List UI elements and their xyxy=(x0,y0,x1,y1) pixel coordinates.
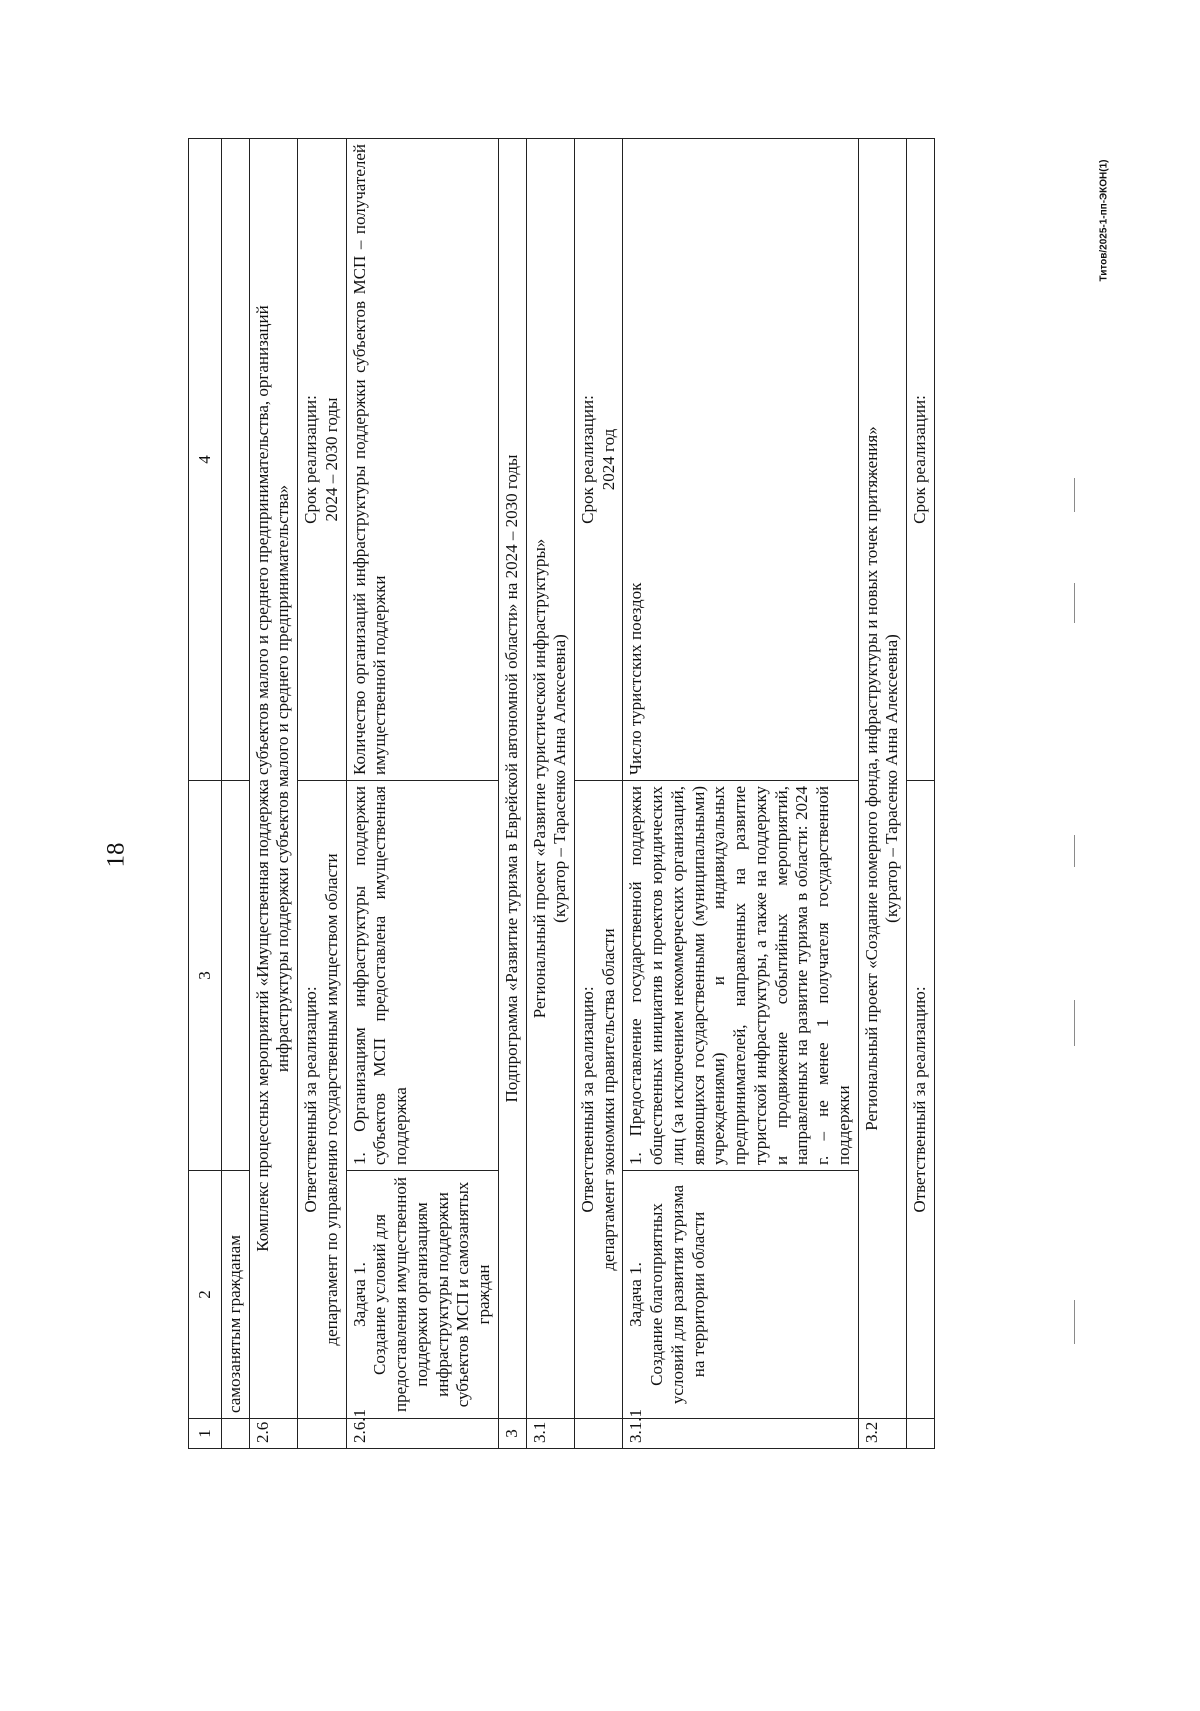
table-container xyxy=(188,139,1068,1449)
term-label: Срок реализации: xyxy=(578,395,598,524)
term-cell xyxy=(907,139,935,781)
section-3-2-responsible-row xyxy=(907,139,935,1449)
responsible-label: Ответственный за реализацию: xyxy=(301,986,321,1213)
section-3-title-row xyxy=(498,139,526,1449)
column-header-1: 1 xyxy=(189,1419,222,1449)
task-label: Задача 1. xyxy=(626,1262,646,1327)
column-header-4: 4 xyxy=(189,139,222,781)
row-number: 2.6 xyxy=(249,1419,297,1449)
project-title-line1: Региональный проект «Развитие туристической инфраструктуры» xyxy=(529,538,549,1019)
scan-artifact xyxy=(1074,478,1075,512)
row-number: 2.6.1 xyxy=(346,1419,498,1449)
section-title-line2: инфраструктуры поддержки субъектов малого и среднего предпринимательства» xyxy=(273,484,293,1073)
scan-artifact xyxy=(1074,835,1075,867)
section-3-1-title-row xyxy=(526,139,574,1449)
project-title xyxy=(858,139,906,1419)
section-3-2-title-row xyxy=(858,139,906,1449)
responsible-cell xyxy=(575,781,623,1419)
term-cell xyxy=(298,139,346,781)
task-cell xyxy=(623,1171,858,1419)
indicator-cell: Число туристских поездок xyxy=(623,139,858,781)
term-value: 2024 год xyxy=(598,428,618,491)
section-2-6-responsible-row xyxy=(298,139,346,1449)
section-3-1-responsible-row xyxy=(575,139,623,1449)
task-cell xyxy=(346,1171,498,1419)
responsible-cell xyxy=(298,781,346,1419)
result-cell: 1. Организациям инфраструктуры поддержки субъектов МСП предоставлена имущественная поддержка xyxy=(346,781,498,1171)
indicator-cell: Количество организаций инфраструктуры поддержки субъектов МСП – получателей имущественной поддержки xyxy=(346,139,498,781)
row-number: 3.1.1 xyxy=(623,1419,858,1449)
term-label: Срок реализации: xyxy=(910,395,930,524)
project-title xyxy=(526,139,574,1419)
continuation-text: самозанятым гражданам xyxy=(222,1171,250,1419)
responsible-label: Ответственный за реализацию: xyxy=(910,986,930,1213)
term-label: Срок реализации: xyxy=(301,395,321,524)
table-row-continuation xyxy=(222,139,250,1449)
column-header-3: 3 xyxy=(189,781,222,1171)
project-curator: (куратор – Тарасенко Анна Алексеевна) xyxy=(550,634,570,923)
scan-artifact xyxy=(1074,583,1075,623)
task-text: Создание условий для предоставления имущественной поддержки организациям инфраструктуры поддержки субъектов МСП и самозанятых граждан xyxy=(370,1177,494,1412)
project-curator: (куратор – Тарасенко Анна Алексеевна) xyxy=(882,634,902,923)
responsible-value: департамент экономики правительства области xyxy=(598,928,618,1271)
section-2-6-title-row xyxy=(249,139,297,1449)
page-number: 18 xyxy=(102,842,129,868)
table-header-row xyxy=(189,139,222,1449)
row-number: 3 xyxy=(498,1419,526,1449)
term-cell xyxy=(575,139,623,781)
responsible-cell xyxy=(907,781,935,1419)
empty-cell xyxy=(222,139,250,781)
section-title-line1: Комплекс процессных мероприятий «Имущественная поддержка субъектов малого и среднего предпринимательства, организаций xyxy=(252,305,272,1252)
scan-artifact xyxy=(1074,1300,1075,1344)
subprogram-title: Подпрограмма «Развитие туризма в Еврейской автономной области» на 2024 – 2030 годы xyxy=(498,139,526,1419)
column-header-2: 2 xyxy=(189,1171,222,1419)
empty-cell xyxy=(222,781,250,1171)
document-footer-code: Титов/2025-1-пп-ЭКОН(1) xyxy=(1098,159,1110,281)
responsible-value: департамент по управлению государственным имуществом области xyxy=(321,853,341,1346)
task-text: Создание благоприятных условий для развития туризма на территории области xyxy=(647,1184,708,1405)
empty-cell xyxy=(298,1419,346,1449)
row-2-6-1 xyxy=(346,139,498,1449)
project-title-line1: Региональный проект «Создание номерного фонда, инфраструктуры и новых точек притяжения» xyxy=(861,426,881,1131)
rotated-table-region xyxy=(188,139,1068,1449)
task-label: Задача 1. xyxy=(349,1262,369,1327)
empty-cell xyxy=(575,1419,623,1449)
result-cell: 1. Предоставление государственной поддержки общественных инициатив и проектов юридических лиц (за исключением некоммерческих организаций, являющихся государственными (муниципальными) учреждениями) и индивидуальных предпринимателей, направленных на развитие туристской инфраструктуры, а также на поддержку и продвижение событийных мероприятий, направленных на развитие туризма в области: 2024 г. – не менее 1 получателя государственной поддержки xyxy=(623,781,858,1171)
row-number: 3.1 xyxy=(526,1419,574,1449)
empty-cell xyxy=(222,1419,250,1449)
row-number: 3.2 xyxy=(858,1419,906,1449)
scan-artifact xyxy=(1074,1000,1075,1046)
empty-cell xyxy=(907,1419,935,1449)
term-value: 2024 – 2030 годы xyxy=(321,397,341,522)
row-3-1-1 xyxy=(623,139,858,1449)
section-title xyxy=(249,139,297,1419)
responsible-label: Ответственный за реализацию: xyxy=(578,986,598,1213)
measures-table xyxy=(188,138,935,1449)
